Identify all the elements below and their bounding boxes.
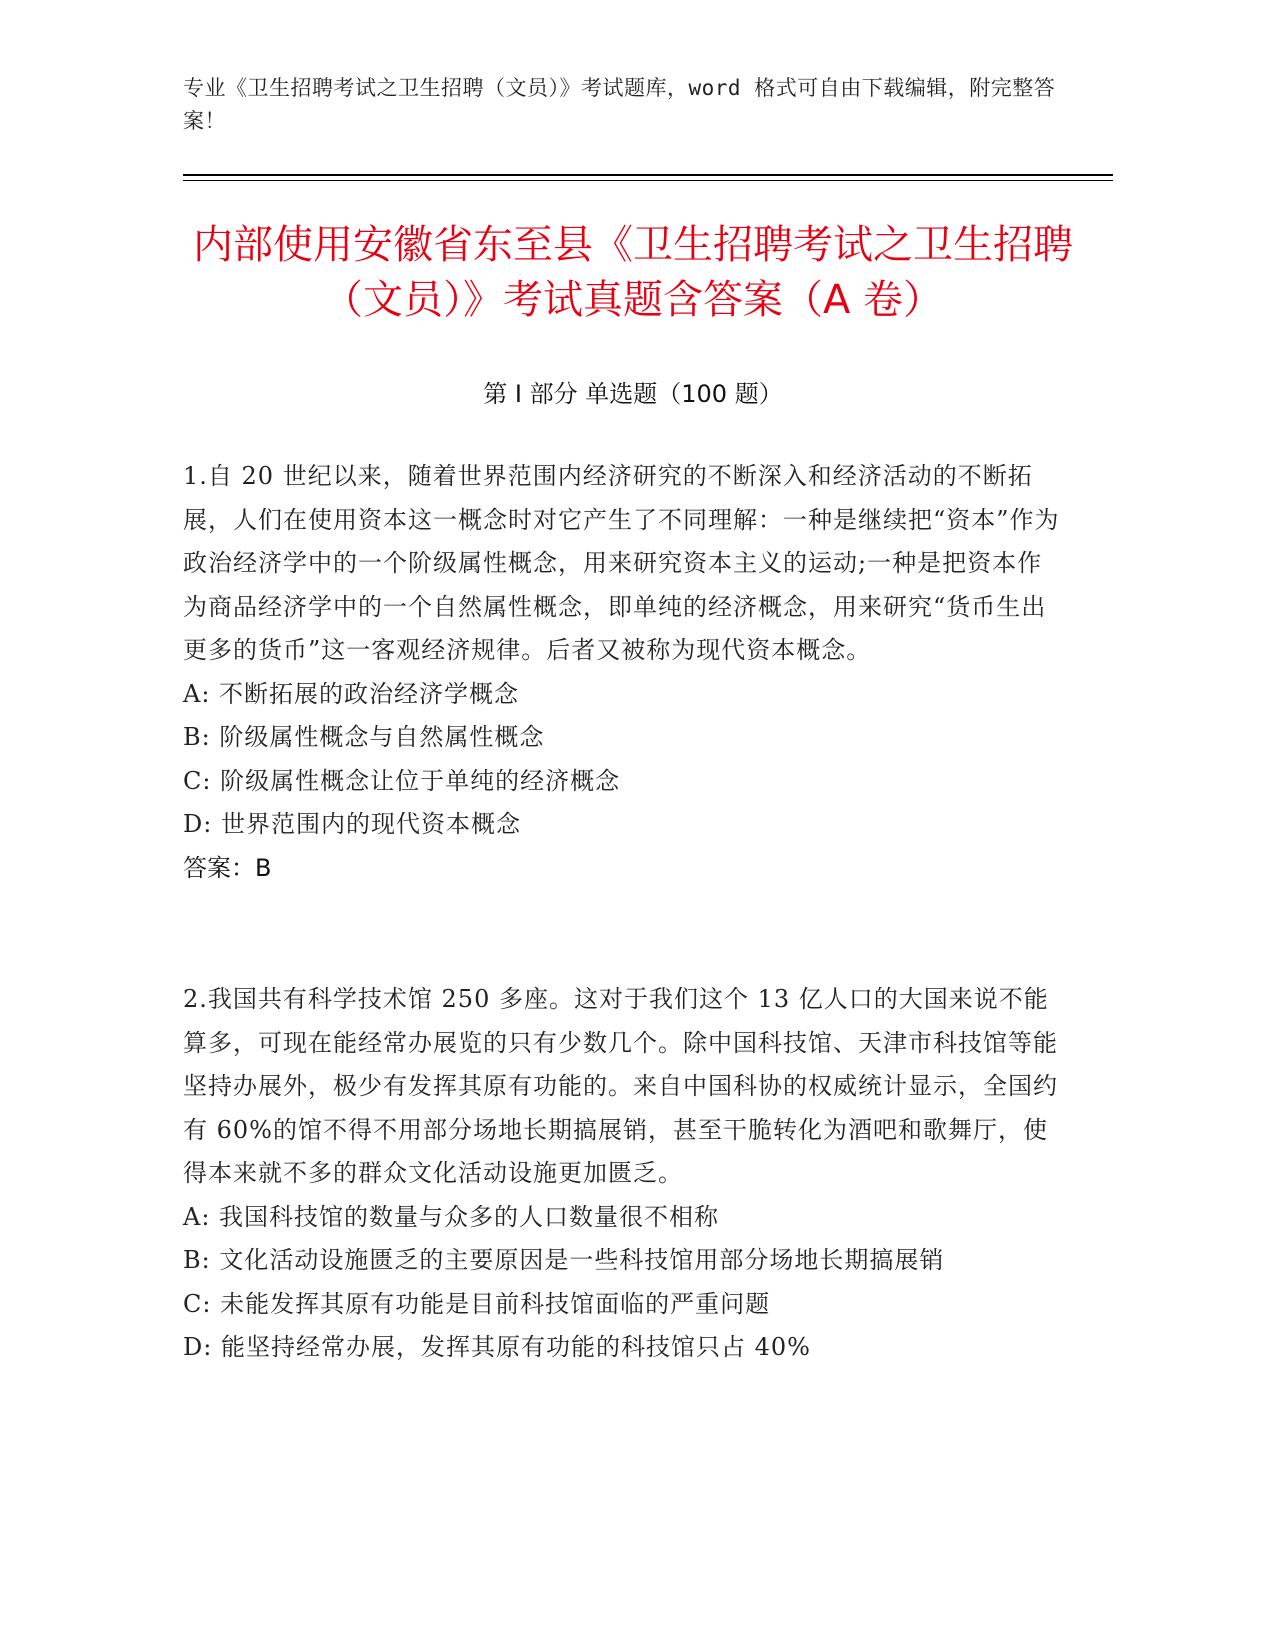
option-d: D: 能坚持经常办展，发挥其原有功能的科技馆只占 40% bbox=[183, 1333, 811, 1361]
option-c: C: 未能发挥其原有功能是目前科技馆面临的严重问题 bbox=[183, 1289, 771, 1318]
option-c: C: 阶级属性概念让位于单纯的经济概念 bbox=[183, 766, 621, 795]
header-rule-thick bbox=[183, 174, 1113, 176]
question-stem: 2.我国共有科学技术馆 250 多座。这对于我们这个 13 亿人口的大国来说不能算多，可现在能经常办展览的只有少数几个。除中国科技馆、天津市科技馆等能坚持办展外，极少有发挥其原有功能的。来自中国科协的权威统计显示，全国约有 60%的馆不得不用部分场地长期搞展销，甚至干脆转化为酒吧和歌舞厅，使得本来就不多的群众文化活动设施更加匮乏。 bbox=[183, 985, 1058, 1187]
question-stem: 1.自 20 世纪以来，随着世界范围内经济研究的不断深入和经济活动的不断拓展，人们在使用资本这一概念时对它产生了不同理解：一种是继续把“资本”作为政治经济学中的一个阶级属性概念，用来研究资本主义的运动;一种是把资本作为商品经济学中的一个自然属性概念，即单纯的经济概念，用来研究“货币生出更多的货币”这一客观经济规律。后者又被称为现代资本概念。 bbox=[183, 462, 1060, 664]
section-title: 第 I 部分 单选题（100 题） bbox=[483, 380, 783, 408]
option-a: A: 不断拓展的政治经济学概念 bbox=[183, 679, 520, 708]
question-2 bbox=[183, 978, 1063, 1370]
option-a: A: 我国科技馆的数量与众多的人口数量很不相称 bbox=[183, 1202, 720, 1231]
answer-line: 答案：B bbox=[183, 853, 272, 882]
header-rule-thin bbox=[183, 180, 1113, 181]
header-note: 专业《卫生招聘考试之卫生招聘（文员）》考试题库，word 格式可自由下载编辑，附完整答案！ bbox=[183, 76, 1056, 133]
option-b: B: 文化活动设施匮乏的主要原因是一些科技馆用部分场地长期搞展销 bbox=[183, 1246, 945, 1274]
option-b: B: 阶级属性概念与自然属性概念 bbox=[183, 723, 545, 751]
document-title: 内部使用安徽省东至县《卫生招聘考试之卫生招聘（文员）》考试真题含答案（A 卷） bbox=[193, 222, 1073, 323]
question-1 bbox=[183, 455, 1063, 890]
option-d: D: 世界范围内的现代资本概念 bbox=[183, 810, 521, 838]
